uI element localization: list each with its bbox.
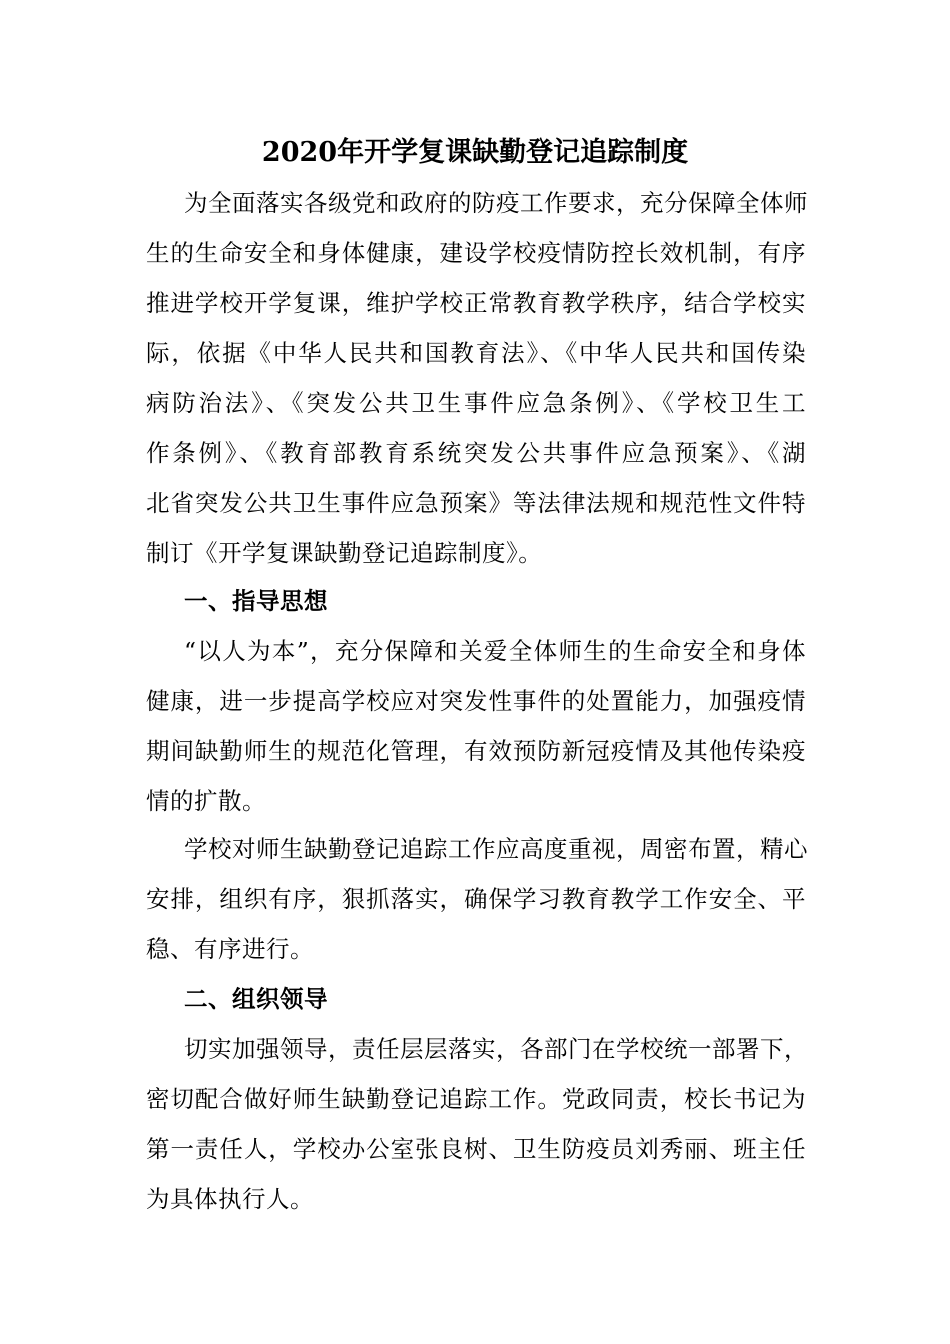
paragraph-line: “以人为本”，充分保障和关爱全体师生的生命安全和身体 bbox=[184, 637, 806, 665]
paragraph-line: 制订《开学复课缺勤登记追踪制度》。 bbox=[146, 539, 543, 567]
paragraph-line: 作条例》、《教育部教育系统突发公共事件应急预案》、《湖 bbox=[146, 439, 806, 467]
paragraph-line: 为具体执行人。 bbox=[146, 1185, 314, 1213]
section-heading-guiding-ideology: 一、指导思想 bbox=[184, 587, 328, 615]
paragraph-line: 期间缺勤师生的规范化管理，有效预防新冠疫情及其他传染疫 bbox=[146, 737, 806, 765]
paragraph-line: 健康，进一步提高学校应对突发性事件的处置能力，加强疫情 bbox=[146, 687, 806, 715]
organization-paragraph-1 bbox=[146, 1024, 806, 1224]
paragraph-line: 密切配合做好师生缺勤登记追踪工作。党政同责，校长书记为 bbox=[146, 1085, 806, 1113]
paragraph-line: 为全面落实各级党和政府的防疫工作要求，充分保障全体师 bbox=[184, 189, 808, 217]
paragraph-line: 稳、有序进行。 bbox=[146, 935, 314, 963]
paragraph-line: 第一责任人，学校办公室张良树、卫生防疫员刘秀丽、班主任 bbox=[146, 1135, 806, 1163]
guiding-ideology-paragraph-1 bbox=[146, 626, 806, 826]
paragraph-line: 情的扩散。 bbox=[146, 787, 266, 815]
paragraph-line: 切实加强领导，责任层层落实，各部门在学校统一部署下， bbox=[184, 1035, 808, 1063]
paragraph-line: 学校对师生缺勤登记追踪工作应高度重视，周密布置，精心 bbox=[184, 835, 808, 863]
guiding-ideology-paragraph-2 bbox=[146, 824, 806, 974]
paragraph-line: 北省突发公共卫生事件应急预案》等法律法规和规范性文件特 bbox=[146, 489, 806, 517]
document-title: 2020年开学复课缺勤登记追踪制度 bbox=[261, 137, 689, 168]
paragraph-line: 际，依据《中华人民共和国教育法》、《中华人民共和国传染 bbox=[146, 339, 806, 367]
paragraph-line: 推进学校开学复课，维护学校正常教育教学秩序，结合学校实 bbox=[146, 289, 806, 317]
section-heading-organization: 二、组织领导 bbox=[184, 985, 328, 1013]
paragraph-line: 生的生命安全和身体健康，建设学校疫情防控长效机制，有序 bbox=[146, 239, 806, 267]
paragraph-line: 病防治法》、《突发公共卫生事件应急条例》、《学校卫生工 bbox=[146, 389, 806, 417]
paragraph-line: 安排，组织有序，狠抓落实，确保学习教育教学工作安全、平 bbox=[146, 885, 806, 913]
intro-paragraph bbox=[146, 178, 806, 578]
